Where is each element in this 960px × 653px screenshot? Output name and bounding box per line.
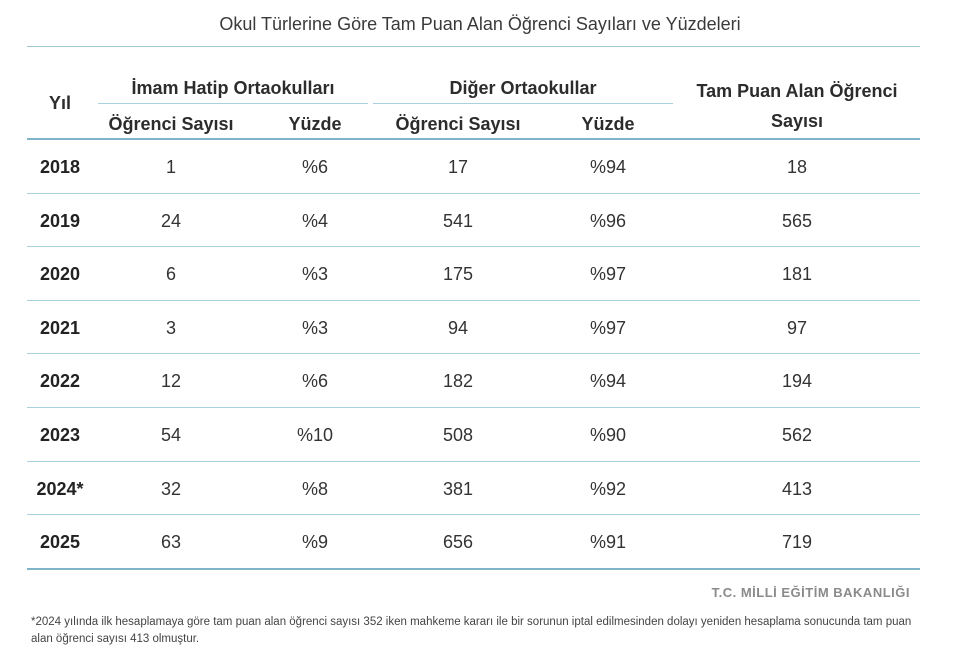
cell-other-percent: %94 xyxy=(589,371,627,392)
cell-year: 2018 xyxy=(39,157,81,177)
cell-total: 565 xyxy=(781,210,813,231)
group1-underline xyxy=(98,103,368,104)
header-ih-percent: Yüzde xyxy=(288,114,342,134)
cell-other-percent: %92 xyxy=(589,478,627,499)
header-year: Yıl xyxy=(48,93,71,113)
cell-other-percent: %91 xyxy=(589,532,627,553)
cell-other-count: 381 xyxy=(442,478,474,499)
cell-other-count: 508 xyxy=(442,425,474,445)
cell-other-percent: %96 xyxy=(589,210,627,231)
group2-underline xyxy=(373,103,673,104)
cell-ih-count: 6 xyxy=(165,264,176,285)
cell-ih-count: 12 xyxy=(160,371,182,392)
cell-ih-count: 54 xyxy=(160,425,182,445)
cell-ih-percent: %8 xyxy=(301,478,328,499)
cell-ih-percent: %3 xyxy=(301,264,328,285)
cell-year: 2025 xyxy=(39,532,81,553)
header-imam-hatip: İmam Hatip Ortaokulları xyxy=(131,78,335,98)
cell-total: 97 xyxy=(786,317,808,338)
cell-ih-percent: %9 xyxy=(301,532,328,553)
cell-other-count: 656 xyxy=(442,532,474,553)
cell-year: 2019 xyxy=(39,210,81,231)
cell-total: 719 xyxy=(781,532,813,553)
row-divider xyxy=(27,461,920,462)
cell-ih-count: 3 xyxy=(165,317,176,338)
cell-total: 562 xyxy=(781,425,813,445)
cell-other-percent: %90 xyxy=(589,425,627,445)
cell-total: 194 xyxy=(781,371,813,392)
cell-ih-count: 1 xyxy=(165,157,176,177)
cell-ih-count: 32 xyxy=(160,478,182,499)
row-divider xyxy=(27,193,920,194)
cell-other-count: 541 xyxy=(442,210,474,231)
header-total-line1: Tam Puan Alan Öğrenci xyxy=(696,81,898,101)
row-divider xyxy=(27,514,920,515)
cell-total: 18 xyxy=(786,157,808,177)
cell-ih-count: 63 xyxy=(160,532,182,553)
header-divider xyxy=(27,138,920,140)
row-divider xyxy=(27,353,920,354)
table-title: Okul Türlerine Göre Tam Puan Alan Öğrenci Sayıları ve Yüzdeleri xyxy=(219,14,741,34)
source-credit: T.C. MİLLİ EĞİTİM BAKANLIĞI xyxy=(711,585,910,600)
cell-total: 181 xyxy=(781,264,813,285)
cell-other-percent: %94 xyxy=(589,157,627,177)
cell-year: 2022 xyxy=(39,371,81,392)
cell-other-count: 17 xyxy=(447,157,469,177)
cell-ih-percent: %4 xyxy=(301,210,328,231)
row-divider xyxy=(27,300,920,301)
row-divider xyxy=(27,568,920,570)
cell-other-count: 175 xyxy=(442,264,474,285)
cell-ih-percent: %6 xyxy=(301,157,328,177)
row-divider xyxy=(27,246,920,247)
cell-ih-count: 24 xyxy=(160,210,182,231)
row-divider xyxy=(27,407,920,408)
cell-ih-percent: %6 xyxy=(301,371,328,392)
cell-year: 2023 xyxy=(39,425,81,445)
cell-year: 2024* xyxy=(36,478,84,499)
header-ih-count: Öğrenci Sayısı xyxy=(108,114,234,134)
cell-total: 413 xyxy=(781,478,813,499)
footnote: *2024 yılında ilk hesaplamaya göre tam puan alan öğrenci sayısı 352 iken mahkeme kararı ile bir sorunun iptal edilmesinden dolayı yeniden hesaplama sonucunda tam puan alan öğrenci sayısı 413 olmuştur. xyxy=(31,616,912,645)
cell-ih-percent: %10 xyxy=(296,425,334,445)
cell-other-percent: %97 xyxy=(589,317,627,338)
cell-other-count: 94 xyxy=(447,317,469,338)
cell-year: 2021 xyxy=(39,317,81,338)
header-other-percent: Yüzde xyxy=(581,114,635,134)
cell-other-percent: %97 xyxy=(589,264,627,285)
header-other-count: Öğrenci Sayısı xyxy=(395,114,521,134)
cell-other-count: 182 xyxy=(442,371,474,392)
header-total-line2: Sayısı xyxy=(770,111,824,131)
cell-ih-percent: %3 xyxy=(301,317,328,338)
header-other-schools: Diğer Ortaokullar xyxy=(449,78,597,98)
cell-year: 2020 xyxy=(39,264,81,285)
top-divider xyxy=(27,46,920,47)
